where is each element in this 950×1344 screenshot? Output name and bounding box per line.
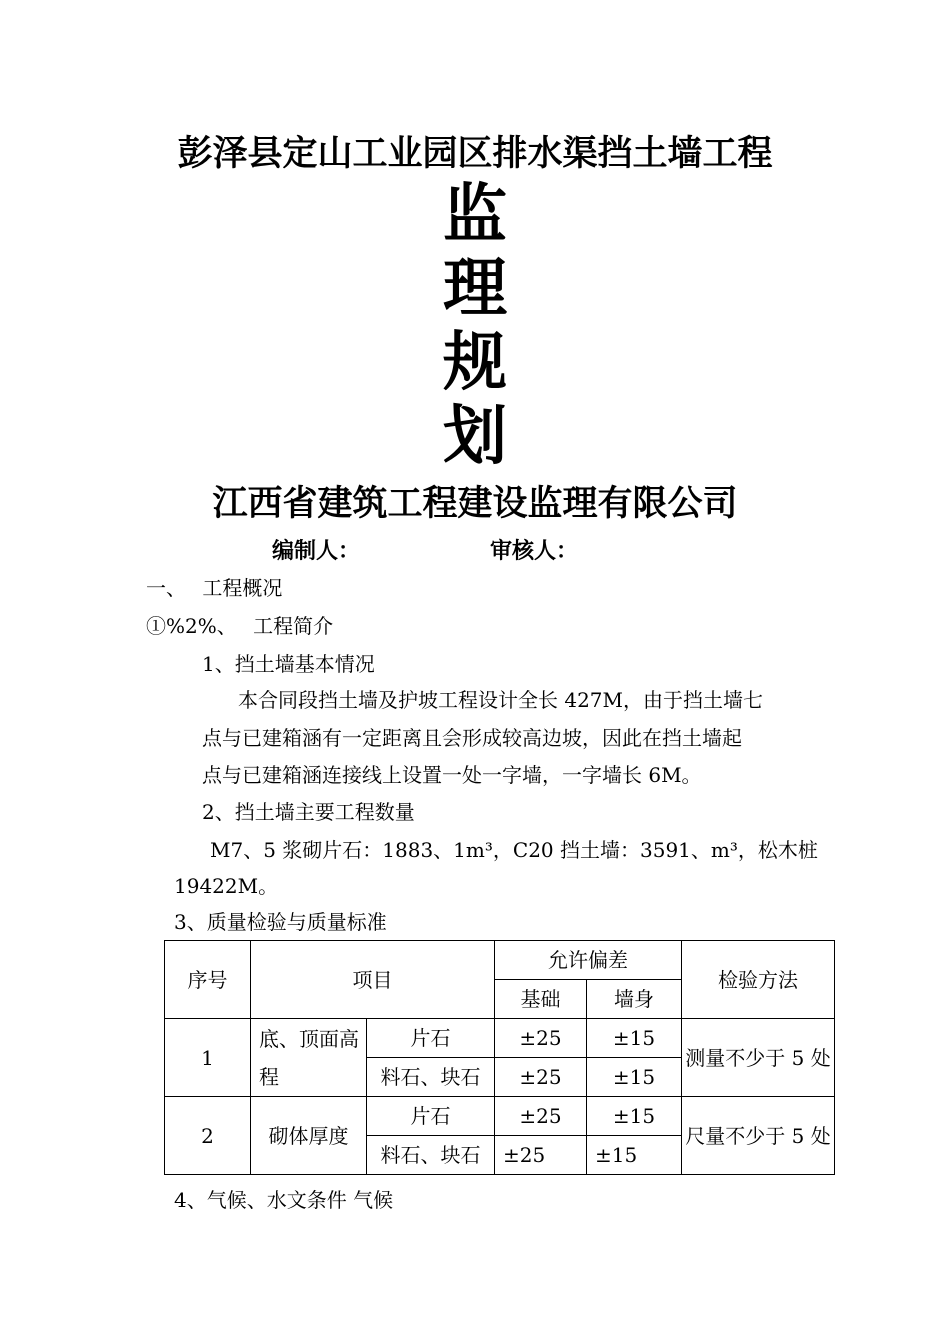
reviewer-label: 审核人： — [490, 539, 579, 564]
row-material: 料石、块石 — [367, 1058, 495, 1097]
row-base-tolerance: ±25 — [495, 1097, 587, 1136]
paragraph-line: 点与已建箱涵有一定距离且会形成较高边坡，因此在挡土墙起 — [202, 726, 742, 750]
row-wall-tolerance: ±15 — [587, 1058, 682, 1097]
section-heading-1-1-4: 4、气候、水文条件 气候 — [174, 1188, 394, 1212]
section-heading-1-1: ①%2%、 工程简介 — [146, 614, 334, 638]
section-heading-1-1-2: 2、挡土墙主要工程数量 — [202, 800, 415, 824]
row-item: 底、顶面高程 — [251, 1019, 367, 1097]
document-title: 彭泽县定山工业园区排水渠挡土墙工程 — [177, 134, 773, 174]
row-material: 片石 — [367, 1097, 495, 1136]
header-method: 检验方法 — [682, 941, 835, 1019]
big-title-char-4: 划 — [443, 400, 507, 474]
big-title-char-1: 监 — [443, 178, 507, 252]
compiler-label: 编制人： — [272, 539, 361, 564]
row-method: 尺量不少于 5 处 — [682, 1097, 835, 1175]
row-wall-tolerance: ±15 — [587, 1019, 682, 1058]
row-method: 测量不少于 5 处 — [682, 1019, 835, 1097]
paragraph-line: M7、5 浆砌片石：1883、1m³，C20 挡土墙：3591、m³，松木桩 — [210, 838, 818, 862]
header-wall: 墙身 — [587, 980, 682, 1019]
row-wall-tolerance: ±15 — [587, 1097, 682, 1136]
paragraph-line: 本合同段挡土墙及护坡工程设计全长 427M，由于挡土墙七 — [238, 688, 764, 712]
header-base: 基础 — [495, 980, 587, 1019]
section-heading-1: 一、 工程概况 — [146, 576, 283, 600]
row-material: 片石 — [367, 1019, 495, 1058]
quality-standard-table — [164, 940, 835, 1175]
row-wall-tolerance: ±15 — [587, 1136, 682, 1175]
section-heading-1-1-1: 1、挡土墙基本情况 — [202, 652, 375, 676]
row-material: 料石、块石 — [367, 1136, 495, 1175]
row-seq: 2 — [165, 1097, 251, 1175]
paragraph-line: 点与已建箱涵连接线上设置一处一字墙，一字墙长 6M。 — [202, 763, 702, 787]
big-title-char-3: 规 — [443, 326, 507, 400]
company-name: 江西省建筑工程建设监理有限公司 — [212, 484, 738, 524]
header-seq: 序号 — [165, 941, 251, 1019]
section-heading-1-1-3: 3、质量检验与质量标准 — [174, 910, 387, 934]
row-base-tolerance: ±25 — [495, 1136, 587, 1175]
header-item: 项目 — [251, 941, 495, 1019]
big-title-char-2: 理 — [443, 252, 507, 326]
row-base-tolerance: ±25 — [495, 1019, 587, 1058]
row-base-tolerance: ±25 — [495, 1058, 587, 1097]
row-seq: 1 — [165, 1019, 251, 1097]
paragraph-line: 19422M。 — [174, 874, 279, 898]
row-item: 砌体厚度 — [251, 1097, 367, 1175]
header-tolerance: 允许偏差 — [495, 941, 682, 980]
